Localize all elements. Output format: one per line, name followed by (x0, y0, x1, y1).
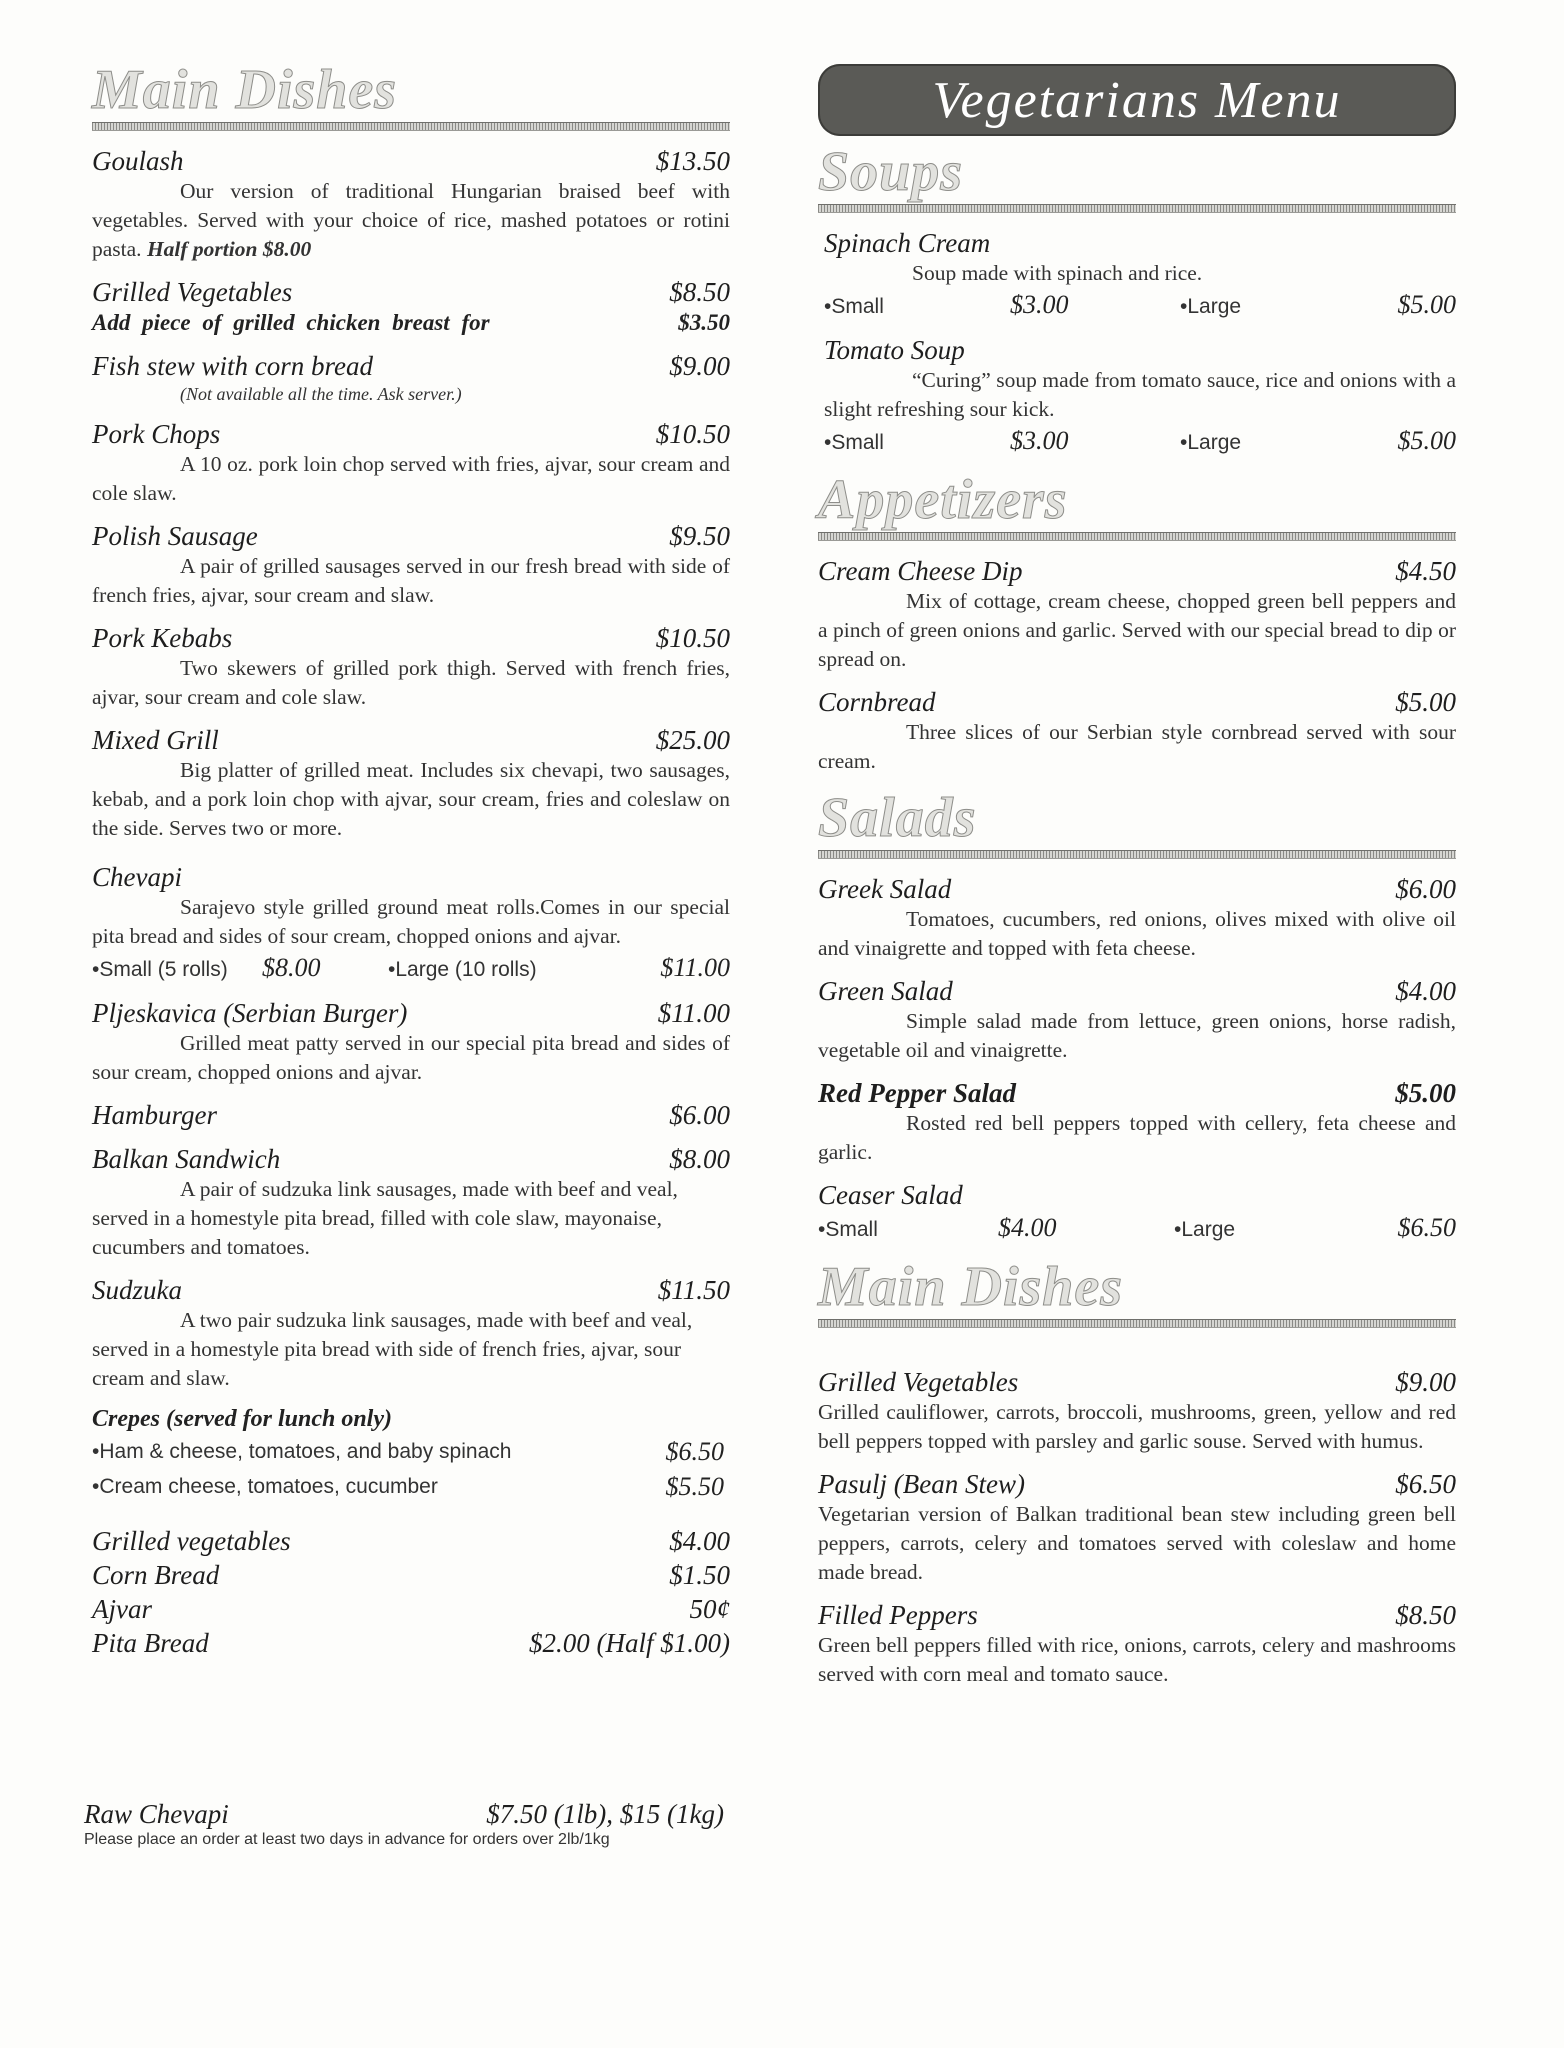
left-column (92, 0, 730, 1660)
item-name: Goulash (92, 146, 184, 176)
item-price: $9.00 (1395, 1367, 1456, 1397)
item-price: $7.50 (1lb), $15 (1kg) (486, 1799, 724, 1829)
item-description: Three slices of our Serbian style cornbread served with sour cream. (818, 720, 1456, 773)
menu-item-spinach-cream (818, 227, 1456, 322)
side-extras (92, 1524, 730, 1660)
item-price: $11.00 (657, 998, 730, 1028)
item-name: Hamburger (92, 1100, 217, 1130)
item-name: Pljeskavica (Serbian Burger) (92, 998, 408, 1028)
item-description: Big platter of grilled meat. Includes six chevapi, two sausages, kebab, and a pork loin chop with ajvar, sour cream, fries and coleslaw on the side. Serves two or more. (92, 758, 730, 840)
item-price: $11.50 (657, 1275, 730, 1305)
item-price: $4.00 (1395, 976, 1456, 1006)
half-portion: Half portion $8.00 (146, 237, 312, 261)
item-name: Cornbread (818, 687, 936, 717)
menu-item-ceaser-salad (818, 1179, 1456, 1245)
item-name: Balkan Sandwich (92, 1144, 281, 1174)
menu-item-polish-sausage (92, 520, 730, 610)
menu-item-filled-peppers (818, 1599, 1456, 1689)
menu-item-goulash (92, 145, 730, 264)
item-description: Two skewers of grilled pork thigh. Served with french fries, ajvar, sour cream and cole slaw. (92, 656, 730, 709)
item-name: Mixed Grill (92, 725, 219, 755)
item-description: Rosted red bell peppers topped with cellery, feta cheese and garlic. (818, 1111, 1456, 1164)
section-rule (818, 1319, 1456, 1328)
crepes-title: Crepes (served for lunch only) (92, 1406, 392, 1432)
extra-item: Pita Bread $2.00 (Half $1.00) (92, 1628, 730, 1658)
item-description: A pair of sudzuka link sausages, made with beef and veal, served in a homestyle pita bread, filled with cole slaw, mayonaise, cucumbers and tomatoes. (92, 1177, 678, 1259)
extra-item: Grilled vegetables $4.00 (92, 1526, 730, 1556)
item-description: Our version of traditional Hungarian braised beef with vegetables. Served with your choice of rice, mashed potatoes or rotini pasta. (92, 179, 730, 261)
item-price: $5.00 (1395, 687, 1456, 717)
item-description: A 10 oz. pork loin chop served with fries, ajvar, sour cream and cole slaw. (92, 452, 730, 505)
item-price: $6.00 (1395, 874, 1456, 904)
item-description: A two pair sudzuka link sausages, made with beef and veal, served in a homestyle pita bread with side of french fries, ajvar, sour cream and slaw. (92, 1308, 693, 1390)
item-description: Green bell peppers filled with rice, onions, carrots, celery and mashrooms served with corn meal and tomato sauce. (818, 1633, 1456, 1686)
extra-item: Ajvar 50¢ (92, 1594, 730, 1624)
menu-item-pasulj (818, 1468, 1456, 1587)
size-options: • Small $4.00 • Large $6.50 (818, 1213, 1456, 1245)
item-description: Mix of cottage, cream cheese, chopped green bell peppers and a pinch of green onions and garlic. Served with our special bread to dip or spread on. (818, 589, 1456, 671)
item-price: $10.50 (655, 623, 730, 653)
menu-item-balkan-sandwich (92, 1143, 730, 1262)
item-price: $13.50 (655, 146, 730, 176)
item-name: Green Salad (818, 976, 953, 1006)
section-rule (92, 122, 730, 131)
item-name: Fish stew with corn bread (92, 351, 373, 381)
menu-item-pljeskavica (92, 997, 730, 1087)
order-note: Please place an order at least two days in advance for orders over 2lb/1kg (84, 1831, 610, 1848)
salads-title: Salads (818, 787, 977, 849)
item-price: $10.50 (655, 419, 730, 449)
item-description: Vegetarian version of Balkan traditional bean stew including green bell peppers, carrots, celery and tomatoes served with coleslaw and home made bread. (818, 1502, 1456, 1584)
menu-item-pork-kebabs (92, 622, 730, 712)
vegetarian-menu-banner: Vegetarians Menu (818, 64, 1456, 136)
item-price: $8.00 (669, 1144, 730, 1174)
item-name: Greek Salad (818, 874, 952, 904)
extra-item: Corn Bread $1.50 (92, 1560, 730, 1590)
item-name: Sudzuka (92, 1275, 182, 1305)
size-large-label: • Large (10 rolls) (388, 955, 628, 985)
size-options: • Small $3.00 • Large $5.00 (824, 426, 1456, 458)
size-small-label: • Small (5 rolls) (92, 955, 262, 985)
item-price: $8.50 (1395, 1600, 1456, 1630)
item-price: $6.50 (1395, 1469, 1456, 1499)
menu-item-sudzuka (92, 1274, 730, 1393)
menu-item-crepes (92, 1405, 730, 1504)
menu-item-fish-stew (92, 350, 730, 406)
item-description: “Curing” soup made from tomato sauce, rice and onions with a slight refreshing sour kick. (824, 368, 1456, 421)
section-rule (818, 204, 1456, 213)
item-name: Polish Sausage (92, 521, 258, 551)
menu-item-greek-salad (818, 873, 1456, 963)
raw-chevapi (84, 1798, 724, 1850)
item-name: Grilled Vegetables (818, 1367, 1019, 1397)
size-large-price: $11.00 (660, 953, 730, 982)
item-description: Grilled cauliflower, carrots, broccoli, mushrooms, green, yellow and red bell peppers topped with parsley and garlic souse. Served with humus. (818, 1400, 1456, 1453)
item-price: $8.50 (669, 277, 730, 307)
crepe-option: • Cream cheese, tomatoes, cucumber $5.50 (92, 1469, 730, 1504)
menu-item-chevapi (92, 861, 730, 985)
section-rule (818, 850, 1456, 859)
crepe-option: • Ham & cheese, tomatoes, and baby spinach $6.50 (92, 1434, 730, 1469)
item-description: A pair of grilled sausages served in our fresh bread with side of french fries, ajvar, sour cream and slaw. (92, 554, 730, 607)
item-price: $4.50 (1395, 556, 1456, 586)
item-name: Grilled Vegetables (92, 277, 293, 307)
menu-item-pork-chops (92, 418, 730, 508)
size-options: • Small $3.00 • Large $5.00 (824, 290, 1456, 322)
menu-item-veg-grilled-vegetables (818, 1366, 1456, 1456)
item-name: Raw Chevapi (84, 1799, 229, 1829)
menu-item-grilled-vegetables (92, 276, 730, 338)
item-name: Cream Cheese Dip (818, 556, 1023, 586)
appetizers-title: Appetizers (818, 469, 1068, 531)
item-name: Red Pepper Salad (818, 1078, 1016, 1108)
item-description: Sarajevo style grilled ground meat rolls.Comes in our special pita bread and sides of sour cream, chopped onions and ajvar. (92, 895, 730, 948)
menu-item-hamburger (92, 1099, 730, 1131)
main-dishes-title: Main Dishes (92, 59, 398, 121)
item-name: Tomato Soup (824, 335, 965, 365)
add-chicken-line: Add piece of grilled chicken breast for $3.50 (92, 310, 730, 335)
item-description: Soup made with spinach and rice. (912, 261, 1203, 285)
item-name: Pork Chops (92, 419, 221, 449)
size-options (92, 953, 730, 985)
section-rule (818, 532, 1456, 541)
item-description: Tomatoes, cucumbers, red onions, olives mixed with olive oil and vinaigrette and topped with feta cheese. (818, 907, 1456, 960)
item-price: $9.50 (669, 521, 730, 551)
availability-note: (Not available all the time. Ask server.) (180, 384, 462, 404)
menu-item-green-salad (818, 975, 1456, 1065)
item-name: Pasulj (Bean Stew) (818, 1469, 1025, 1499)
size-small-price: $8.00 (262, 953, 321, 982)
item-description: Grilled meat patty served in our special pita bread and sides of sour cream, chopped onions and ajvar. (92, 1031, 730, 1084)
item-name: Filled Peppers (818, 1600, 978, 1630)
item-price: $5.00 (1395, 1078, 1456, 1108)
soups-title: Soups (818, 141, 964, 203)
item-name: Chevapi (92, 862, 182, 892)
menu-item-cornbread (818, 686, 1456, 776)
item-name: Spinach Cream (824, 228, 991, 258)
menu-item-red-pepper-salad (818, 1077, 1456, 1167)
menu-item-cream-cheese-dip (818, 555, 1456, 674)
menu-item-mixed-grill (92, 724, 730, 843)
item-price: $25.00 (655, 725, 730, 755)
item-name: Pork Kebabs (92, 623, 233, 653)
right-column (818, 0, 1456, 1701)
item-price: $9.00 (669, 351, 730, 381)
veg-main-dishes-title: Main Dishes (818, 1256, 1124, 1318)
menu-item-tomato-soup (818, 334, 1456, 458)
item-name: Ceaser Salad (818, 1180, 963, 1210)
item-description: Simple salad made from lettuce, green onions, horse radish, vegetable oil and vinaigrette. (818, 1009, 1456, 1062)
item-price: $6.00 (669, 1100, 730, 1130)
